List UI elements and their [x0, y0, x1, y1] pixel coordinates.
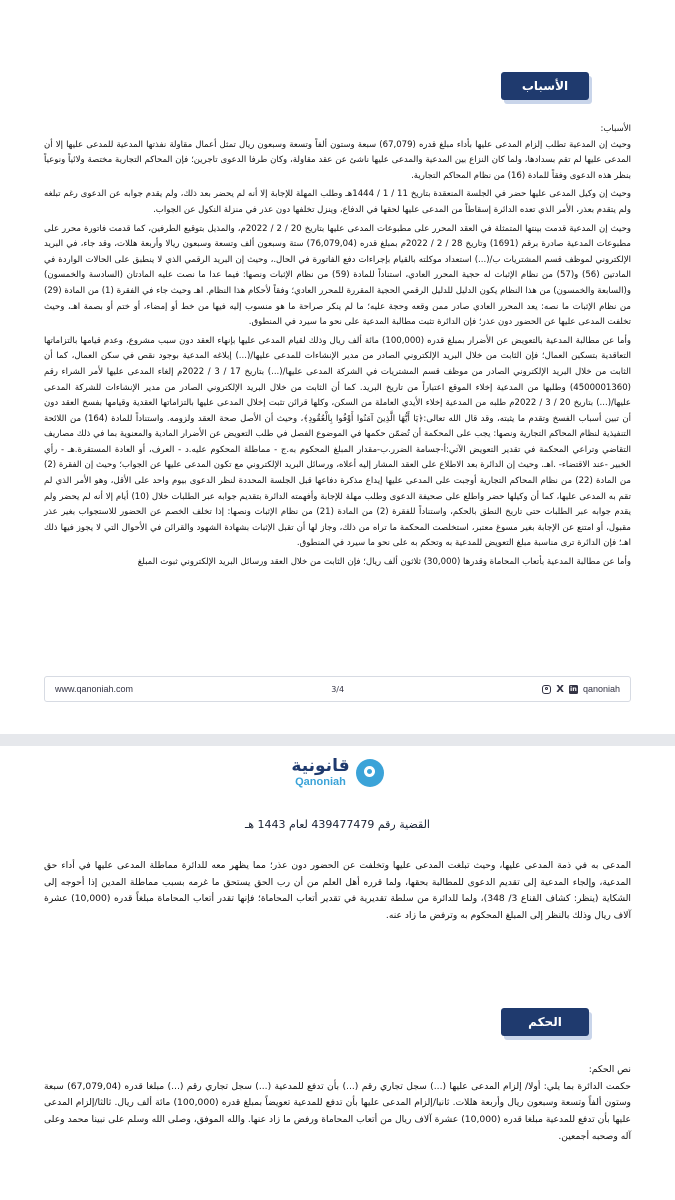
reasons-label: الأسباب:	[600, 124, 631, 134]
page-indicator: 3/4	[331, 684, 345, 694]
page-footer	[44, 676, 631, 702]
paragraph: المدعى به في ذمة المدعى عليها، وحيث تبلغت المدعى عليها وتخلفت عن الحضور دون عذر؛ مما يظهر معه للدائرة مماطلة المدعى عليها في أداء حق المدعية، وإلجاء المدعية إلى تقديم الدعوى للمطالبة بحقها، ولما قرره أهل العلم من أن رب الحق يستحق ما غرمه بسبب مماطلة المدين إذا أحوجه إلى الشكاية (ينظر: كشاف القناع 3/ 348)، ولما للدائرة من سلطة تقديرية في تقدير أتعاب المحاماة؛ فإنها تقدر أتعاب المحاماة مبلغاً قدره (10,000) عشرة آلاف ريال وذلك بالنظر إلى المبلغ المحكوم به وترفض ما زاد عنه.	[44, 860, 631, 922]
section-heading-judgment	[501, 1008, 589, 1036]
ruling-text: حكمت الدائرة بما يلي: أولا/ إلزام المدعى عليها (...) سجل تجاري رقم (...) بأن تدفع للمدعية (...) سجل تجاري رقم (...) مبلغا قدره (67,079,04) سبعة وستون ألفاً وتسعة وسبعون ريال وأربعة هللات. ثانيا/إلزام المدعى عليها بأن تدفع للمدعية تعويضاً بمبلغ قدره (100,000) مائة ألف ريال. ثالثا/إلزام المدعى عليها بأن تدفع للمدعية مبلغا قدره (10,000) عشرة آلاف ريال من أتعاب المحاماة ورفض ما زاد عنها. والله الموفق، وصلى الله وسلم على نبينا محمد وعلى آله وصحبه أجمعين.	[44, 1080, 631, 1142]
judgment-body	[44, 1062, 631, 1149]
linkedin-icon[interactable]: in	[570, 684, 577, 693]
instagram-icon[interactable]	[542, 685, 551, 694]
qanoniah-logo	[0, 758, 675, 788]
logo-text	[291, 758, 349, 788]
social-handle: qanoniah	[582, 684, 620, 694]
website-link[interactable]: www.qanoniah.com	[55, 684, 134, 694]
paragraph: وأما عن مطالبة المدعية بأتعاب المحاماة وقدرها (30,000) ثلاثون ألف ريال؛ فإن الثابت من خلال العقد ورسائل البريد الإلكتروني ثبوت المبلغ	[137, 557, 631, 568]
logo-english: Qanoniah	[295, 776, 346, 788]
x-icon[interactable]: X	[556, 683, 564, 695]
reasons-body	[44, 122, 631, 574]
social-links	[542, 684, 620, 694]
section-heading-reasons	[501, 72, 589, 100]
paragraph: وحيث إن المدعية قدمت بينتها المتمثلة في العقد المحرر على مطبوعات المدعى عليها بتاريخ 20 / 2 / 2022م، والمذيل بتوقيع الطرفين، كما قدمت فاتورة محرر على مطبوعات المدعية صادرة برقم (1691) وتاريخ 28 / 2 / 2022م بمبلغ قدره (76,079,04) ستة وسبعون ألف وتسعة وسبعون ريالا وأربعة هللات، وقد جاء، في البريد الإلكتروني لموظف قسم المشتريات ب/(...) استعداد موكلته بالقيام بإجراءات دفع الفاتورة في الحال.، وحيث إن البريد الرقمي الذي لا ينطبق على الحالات الواردة في المادتين (56) و(57) من نظام الإثبات له حجية المحرر العادي، استناداً للمادة (59) من نظام الإثبات ونصها: فيما عدا ما نصت عليه المادتان (السادسة والخمسون) و(السابعة والخمسون) من هذا النظام يكون الدليل للدليل الرقمي الحجية المقررة للمحرر العادي؛ وفقاً لأحكام هذا النظام. اهـ وحيث جاء في الفقرة (1) من المادة (29) من نظام الإثبات ما نصه: يعد المحرر العادي صادر ممن وقعه وحجة عليه؛ ما لم ينكر صراحة ما هو منسوب إليه فيها من خط أو إمضاء، أو ختم أو بصمة اهـ، وحيث تخلفت المدعى عليها عن الحضور دون عذر؛ فإن الدائرة تثبت مطالبة المدعية على نحو ما سيرد في المنطوق.	[44, 223, 631, 328]
logo-arabic: قانونية	[291, 756, 350, 776]
section-title: الأسباب	[521, 79, 569, 93]
case-number: القضية رقم 439477479 لعام 1443 هـ	[245, 818, 430, 831]
judgment-label: نص الحكم:	[588, 1064, 631, 1075]
section-title: الحكم	[528, 1015, 562, 1029]
paragraph: وأما عن مطالبة المدعية بالتعويض عن الأضرار بمبلغ قدره (100,000) مائة ألف ريال وذلك لقيام المدعى عليها بإنهاء العقد دون سبب مشروع، وعدم قيامها بالتزاماتها التعاقدية بتسكين العمال؛ فإن الثابت من خلال البريد الإلكتروني الصادر من مدير الإنشاءات للمدعى عليها/(...) إبلاغه المدعية بوجود نقص في سكن العمال، كما أن الثابت من خلال البريد الإلكتروني الصادر من موظف قسم المشتريات في الشركة المدعى عليها/(...) بتاريخ 17 / 3 / 2022م إلغاء المدعى عليها لأمر الشراء رقم (4500001360) وطلبها من المدعية إخلاء الموقع اعتباراً من تاريخ البريد. كما أن الثابت من خلال البريد الإلكتروني الصادر من مدير الإنشاءات للشركة المدعى عليها/(...) بتاريخ 20 / 3 / 2022م طلبه من المدعية إخلاء الأيدي العاملة من السكن، وكلها قرائن تثبت إخلال المدعى عليها بالتزاماتها العقدية وقيامها بفسخ العقد دون أن تبين أسباب الفسخ وتقدم ما يثبته، وقد قال الله تعالى:﴿يَا أَيُّهَا الَّذِينَ آمَنُوا أَوْفُوا بِالْعُقُودِ﴾، وحيث أن الأصل صحة العقد ولزومه. واستناداً للمادة (164) من اللائحة التنفيذية لنظام المحاكم التجارية ونصها: يجب على المحكمة أن تُضمّن حكمها في الموضوع الفصل في طلب التعويض عن الأضرار المادية والمعنوية بما في ذلك مصاريف التقاضي وتراعي المحكمة في تقدير التعويض الآتي:أ-جسامة الضرر.ب-مقدار المبلغ المحكوم به.ج - مماطلة المحكوم عليه.د - العرف، أو العادة المستقرة.هـ - رأي الخبير -عند الاقتضاء- .اهـ. وحيث إن الدائرة بعد الاطلاع على العقد المشار إليه أعلاه، ورسائل البريد الإلكتروني مع تكون المدعى عليها عن الجواب؛ وحيث إن الفقرة (2) من المادة (22) من نظام المحاكم التجارية أوجبت على المدعى عليها إيداع مذكرة دفاعها قبل الجلسة المحددة لنظر الدعوى بيوم واحد على الأقل، وهو الأمر الذي لم تقم به المدعى عليها، كما أن وكيلها حضر واطلع على صحيفة الدعوى وطلب مهلة للإجابة وأفهمته الدائرة بتقديم جوابه عبر الطلبات خلال (10) أيام إلا أنه لم يحضر ولم يقدم جوابه عبر الطلبات حتى تاريخ النطق بالحكم، واستناداً للفقرة (2) من المادة (21) من نظام الإثبات ونصها: إذا تخلف الخصم عن الحضور للاستجواب بغير عذر مقبول، أو امتنع عن الإجابة بغير مسوغ معتبر، استخلصت المحكمة ما تراه من ذلك، وجاز لها أن تقبل الإثبات بشهادة الشهود والقرائن في الأحوال التي لا يجوز فيها ذلك اهـ؛ فإن الدائرة ترى مناسبة مبلغ التعويض للمدعية به وتحكم به على نحو ما سيرد في المنطوق.	[44, 335, 632, 549]
paragraph: وحيث إن وكيل المدعى عليها حضر في الجلسة المنعقدة بتاريخ 11 / 1 / 1444هـ وطلب المهلة للإجابة إلا أنه لم يحضر بعد ذلك، ولم يقدم جوابه عن الدعوى رغم تبلغه ولم يتقدم بعذر، الأمر الذي تعده الدائرة إسقاطاً من المدعى عليها لحقها في الدفاع، وينزل تخلفها دون عذر في منزلة النكول عن الجواب.	[44, 189, 631, 215]
logo-mark-icon	[356, 759, 384, 787]
paragraph: وحيث إن المدعية تطلب إلزام المدعى عليها بأداء مبلغ قدره (67,079) سبعة وستون ألفاً وتسعة وسبعون ريال تمثل أعمال مقاولة نفذتها المدعية للمدعى عليها إلا أن المدعى عليها لم تقم بسدادها، ولما كان النزاع بين المدعية والمدعى عليها ناشئ عن عقد مقاولة، وكان طرفا الدعوى تاجرين؛ فإن المحاكم التجارية مختصة ولائياً ونوعياً بنظر هذه الدعوى وفقاً للمادة (16) من نظام المحاكم التجارية.	[44, 139, 631, 181]
page-separator	[0, 734, 675, 746]
continuation-body	[44, 858, 631, 928]
document-page-4	[0, 746, 675, 1200]
